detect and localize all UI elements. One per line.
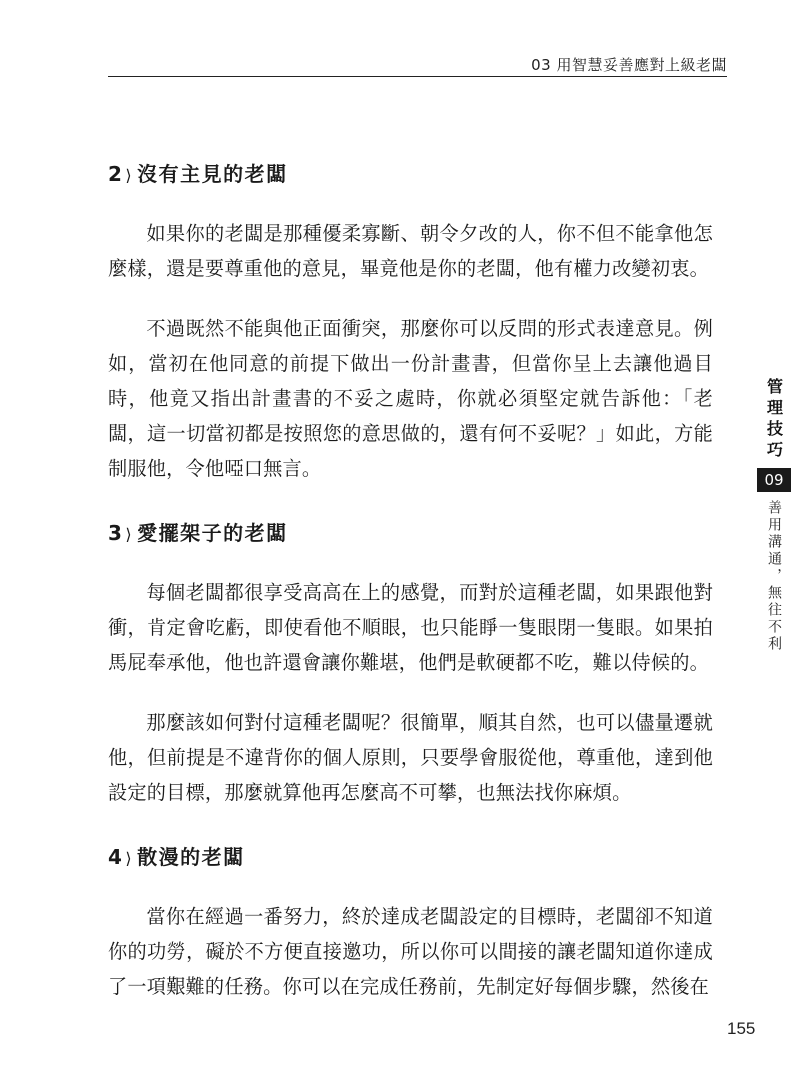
section-bracket: ⟩: [125, 525, 134, 544]
section-bracket: ⟩: [125, 166, 134, 185]
section-heading: [108, 511, 713, 555]
side-tab-subtitle: 善用溝通，無往不利: [766, 500, 782, 653]
page-number: 155: [727, 1019, 756, 1038]
paragraph: 當你在經過一番努力，終於達成老闆設定的目標時，老闆卻不知道你的功勞，礙於不方便直接邀功，所以你可以間接的讓老闆知道你達成了一項艱難的任務。你可以在完成任務前，先制定好每個步驟，然後在: [108, 905, 713, 998]
section-bracket: ⟩: [125, 849, 134, 868]
section-heading: [108, 152, 713, 196]
paragraph: 那麼該如何對付這種老闆呢？很簡單，順其自然，也可以儘量遷就他，但前提是不違背你的個人原則，只要學會服從他，尊重他，達到他設定的目標，那麼就算他再怎麼高不可攀，也無法找你麻煩。: [108, 711, 713, 804]
section-heading: [108, 835, 713, 879]
section-title: 愛擺架子的老闆: [137, 521, 288, 545]
section-title: 散漫的老闆: [137, 845, 245, 869]
paragraph: 不過既然不能與他正面衝突，那麼你可以反問的形式表達意見。例如，當初在他同意的前提下做出一份計畫書，但當你呈上去讓他過目時，他竟又指出計畫書的不妥之處時，你就必須堅定就告訴他：「老闆，這一切當初都是按照您的意思做的，還有何不妥呢？」如此，方能制服他，令他啞口無言。: [108, 317, 713, 480]
paragraph: 每個老闆都很享受高高在上的感覺，而對於這種老闆，如果跟他對衝，肯定會吃虧，即使看他不順眼，也只能睜一隻眼閉一隻眼。如果拍馬屁奉承他，他也許還會讓你難堪，他們是軟硬都不吃，難以侍候的。: [108, 581, 713, 674]
section-number: 4: [108, 845, 124, 869]
page-body: [108, 152, 713, 1004]
section-number: 2: [108, 162, 124, 186]
header-rule: [108, 76, 727, 77]
chapter-side-tab: [757, 378, 791, 653]
running-head-title: 03 用智慧妥善應對上級老闆: [531, 56, 727, 74]
section-number: 3: [108, 521, 124, 545]
section-title: 沒有主見的老闆: [137, 162, 288, 186]
side-tab-title: 管理技巧: [764, 378, 784, 462]
side-tab-number: 09: [757, 468, 791, 492]
paragraph: 如果你的老闆是那種優柔寡斷、朝令夕改的人，你不但不能拿他怎麼樣，還是要尊重他的意見，畢竟他是你的老闆，他有權力改變初衷。: [108, 222, 713, 280]
